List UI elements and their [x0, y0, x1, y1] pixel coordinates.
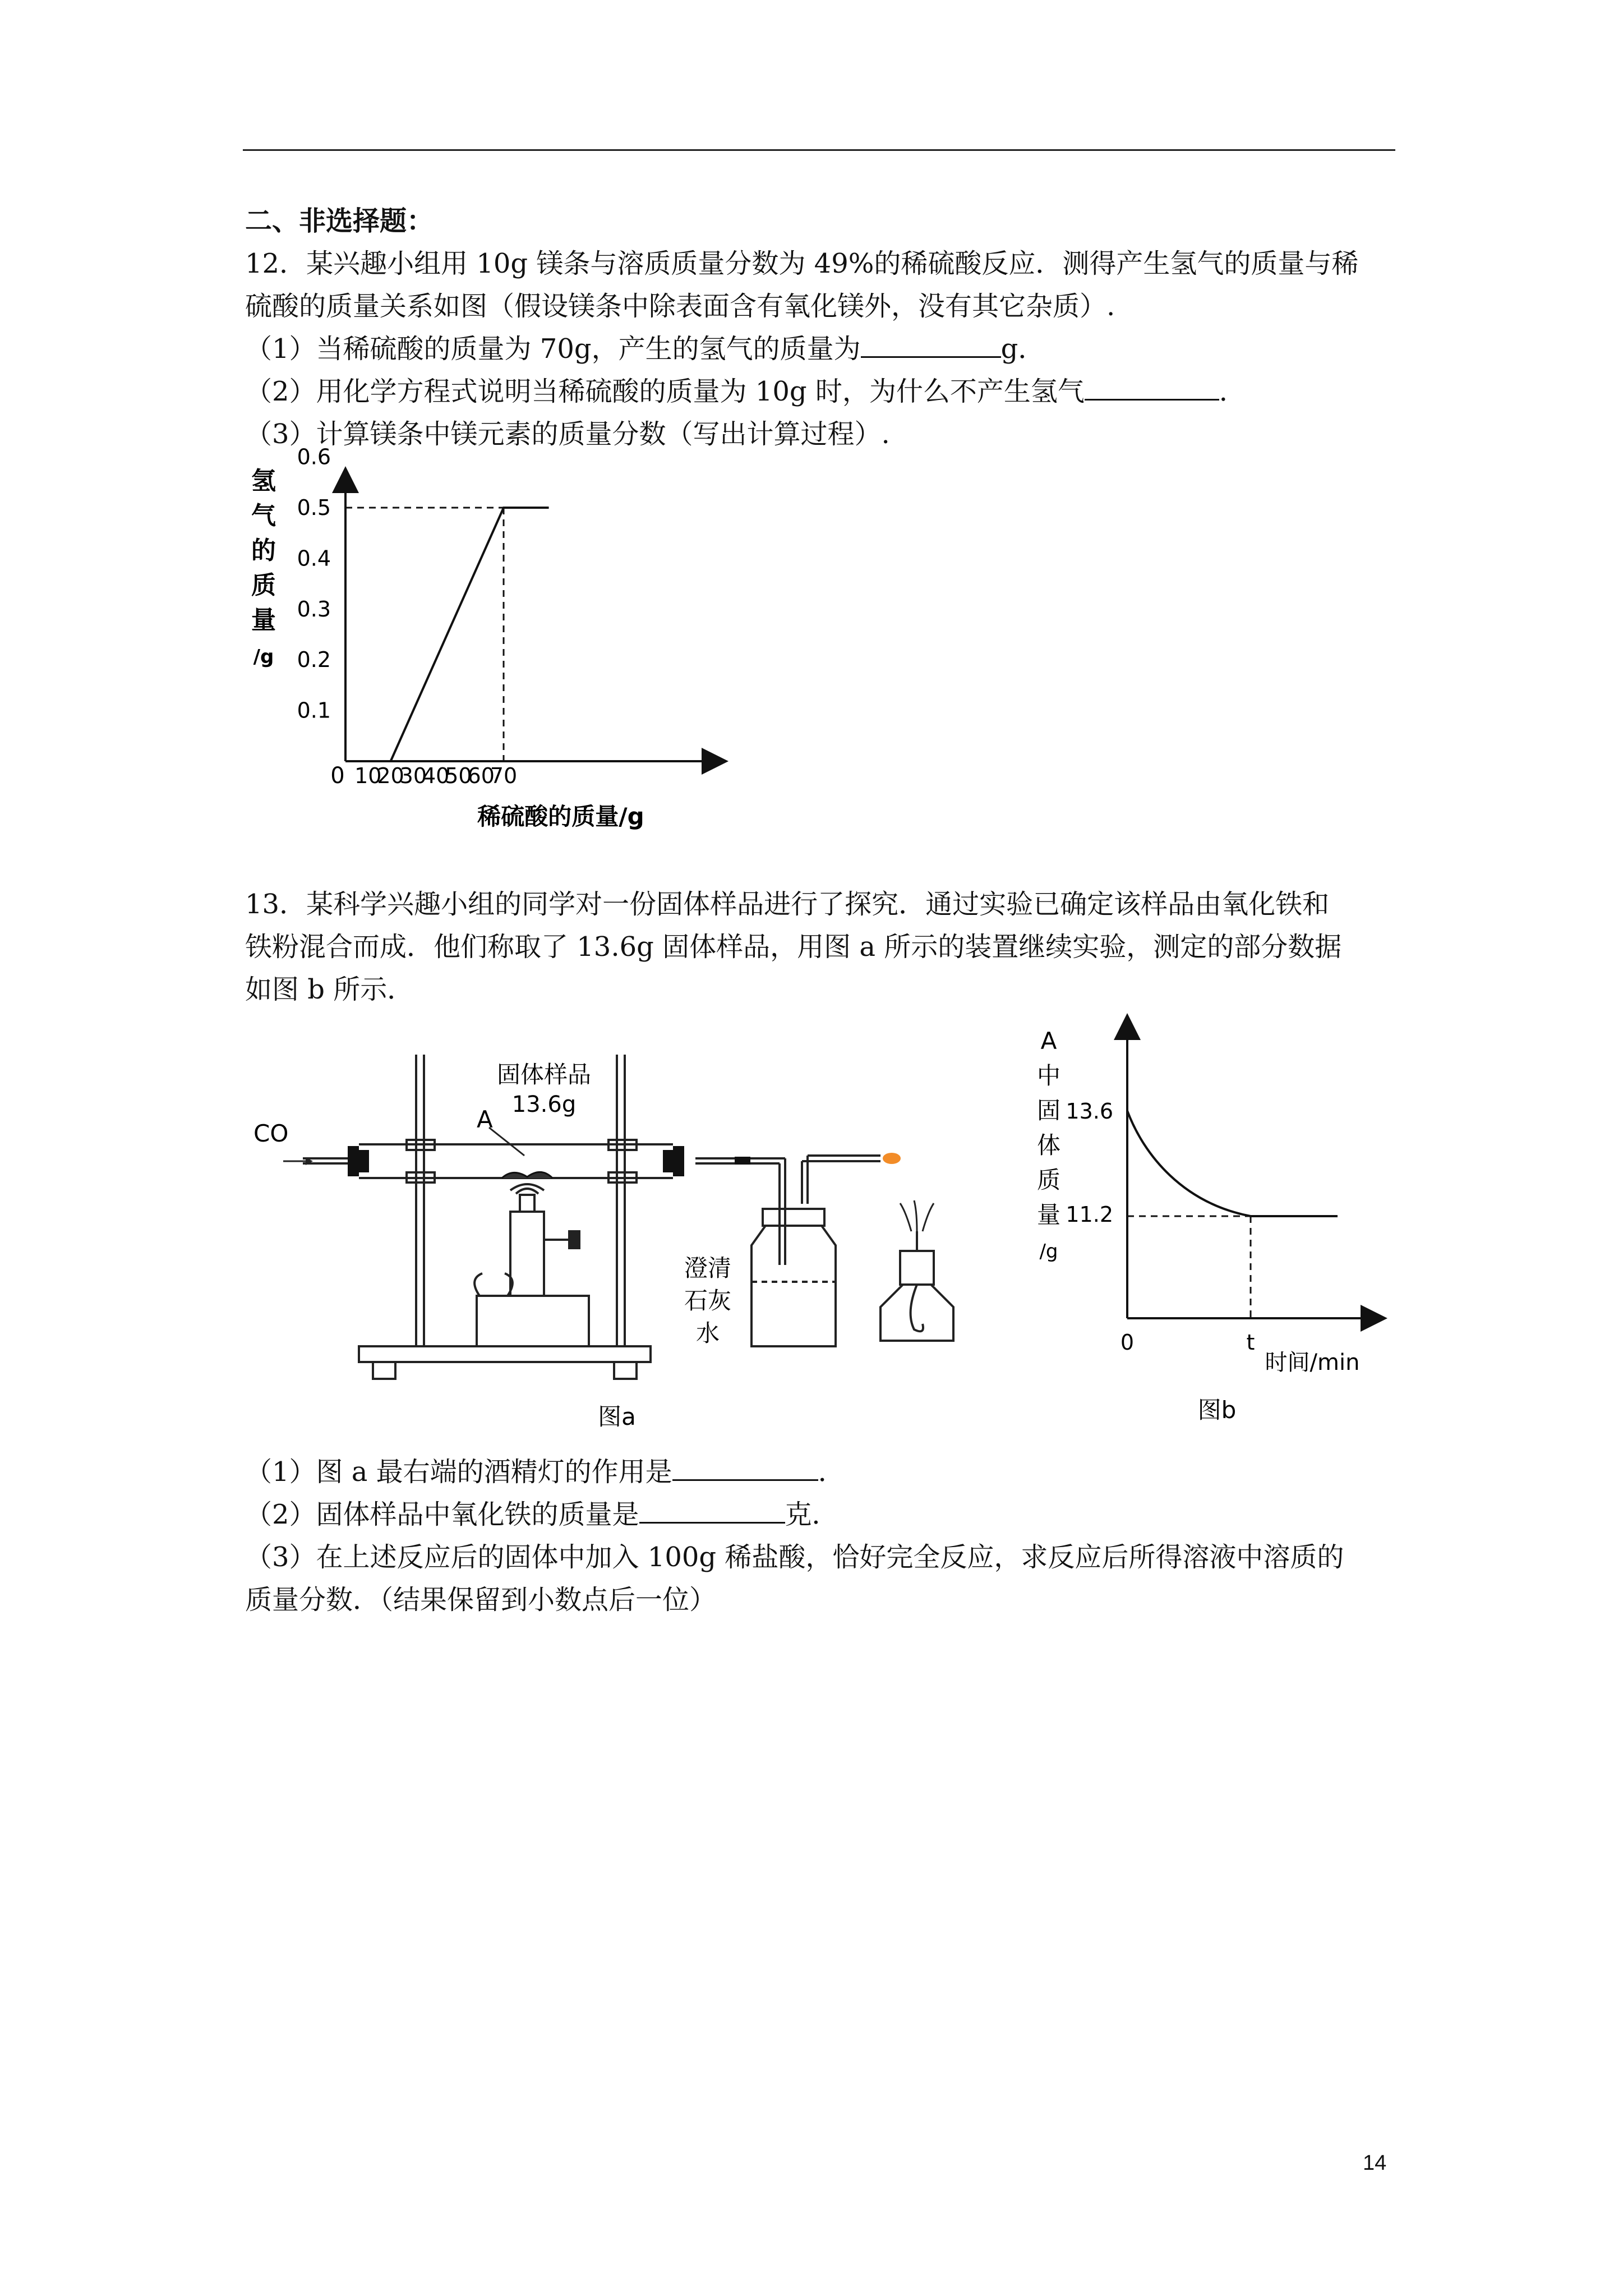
tube-label-pointer — [489, 1128, 524, 1156]
limewater-label-line: 澄清 — [684, 1254, 732, 1282]
q13-sub3-line2: 质量分数．（结果保留到小数点后一位） — [245, 1584, 717, 1616]
sample-label-line1: 固体样品 — [496, 1061, 592, 1088]
y-label-char: 气 — [251, 501, 276, 530]
y-tick-label: 0.1 — [297, 698, 331, 723]
y-tick-label: 0.5 — [297, 495, 331, 520]
x-axis-label: 时间/min — [1265, 1350, 1360, 1375]
y-tick-label: 0.6 — [297, 444, 331, 470]
alcohol-lamp — [880, 1285, 953, 1341]
stand-base — [359, 1346, 651, 1362]
q13-sub2 — [245, 1493, 839, 1536]
limewater-label-line: 水 — [695, 1319, 720, 1347]
burner-flame — [510, 1184, 544, 1194]
y-label-char: /g — [1039, 1240, 1058, 1263]
guide-lines — [345, 508, 504, 761]
hydrogen-series-line — [391, 508, 549, 761]
hydrogen-chart — [241, 444, 746, 836]
y-label-char: 质 — [251, 571, 276, 600]
y-label-char: /g — [253, 646, 274, 668]
sample-pile — [502, 1172, 552, 1178]
y-label-char: 中 — [1036, 1062, 1061, 1089]
mass-time-chart — [1026, 1015, 1391, 1447]
y-label-char: 的 — [251, 536, 276, 565]
limewater-label-line: 石灰 — [684, 1287, 732, 1314]
stopper-right — [673, 1146, 684, 1176]
x-ticks — [354, 763, 517, 788]
q12-sub2-text: （2）用化学方程式说明当稀硫酸的质量为 10g 时，为什么不产生氢气 — [245, 376, 1085, 407]
header-rule — [243, 149, 1395, 151]
x-tick-label: 20 — [377, 763, 404, 788]
q13-sub2-unit: 克． — [785, 1499, 839, 1530]
y-tick-13.6: 13.6 — [1066, 1099, 1113, 1124]
x-tick-label: 10 — [354, 763, 382, 788]
x-tick-label: 70 — [490, 763, 518, 788]
limewater-bottle — [751, 1226, 836, 1346]
q12-sub2 — [245, 370, 1246, 413]
q13-sub2-text: （2）固体样品中氧化铁的质量是 — [245, 1499, 639, 1530]
y-label-char: 固 — [1036, 1097, 1061, 1124]
y-axis-label — [1037, 1027, 1061, 1263]
q12-stem-line1: 12．某兴趣小组用 10g 镁条与溶质质量分数为 49%的稀硫酸反应．测得产生氢气的质量与稀 — [245, 248, 1359, 279]
x-tick-label: 50 — [445, 763, 472, 788]
q13-sub2-blank[interactable] — [639, 1494, 785, 1524]
y-axis-label — [251, 467, 276, 668]
q13-stem-line3: 如图 b 所示． — [245, 974, 414, 1005]
y-tick-label: 0.4 — [297, 546, 331, 571]
burner-base — [477, 1296, 589, 1346]
limewater-label — [684, 1254, 731, 1347]
q12-sub1-text: （1）当稀硫酸的质量为 70g，产生的氢气的质量为 — [245, 333, 861, 365]
q13-sub3-line1: （3）在上述反应后的固体中加入 100g 稀盐酸，恰好完全反应，求反应后所得溶液中溶质的 — [245, 1542, 1344, 1573]
y-label-char: 量 — [1036, 1201, 1061, 1228]
section-title: 二、非选择题： — [245, 205, 434, 237]
q12-sub1-blank[interactable] — [861, 328, 1001, 358]
x-axis-label: 稀硫酸的质量/g — [477, 803, 644, 830]
q13-sub1 — [245, 1451, 845, 1493]
q13-sub1-end: ． — [818, 1456, 845, 1488]
q13-stem-line1: 13．某科学兴趣小组的同学对一份固体样品进行了探究．通过实验已确定该样品由氧化铁和 — [245, 889, 1330, 920]
y-ticks — [297, 445, 331, 723]
page-number: 14 — [1363, 2151, 1387, 2175]
y-label-char: 体 — [1036, 1131, 1061, 1159]
y-label-char: A — [1040, 1027, 1057, 1055]
q13-sub1-blank[interactable] — [672, 1451, 818, 1481]
y-label-char: 量 — [251, 606, 276, 634]
q12-sub2-blank[interactable] — [1085, 371, 1219, 401]
q13-sub1-text: （1）图 a 最右端的酒精灯的作用是 — [245, 1456, 672, 1488]
x-tick-label: 60 — [467, 763, 495, 788]
y-tick-label: 0.3 — [297, 596, 331, 622]
y-label-char: 氢 — [251, 467, 276, 495]
sample-label-line2: 13.6g — [511, 1092, 577, 1117]
q12-sub2-end: ． — [1219, 376, 1246, 407]
apparatus-figure — [247, 1043, 1043, 1447]
stand-foot-left — [373, 1362, 395, 1379]
figure-b-caption: 图b — [1197, 1396, 1237, 1424]
stand-foot-right — [614, 1362, 637, 1379]
q13-stem-line2: 铁粉混合而成．他们称取了 13.6g 固体样品，用图 a 所示的装置继续实验，测定的部分数据 — [245, 931, 1342, 963]
lamp-flame — [900, 1200, 934, 1231]
y-tick-label: 0.2 — [297, 647, 331, 673]
x-tick-label: 30 — [399, 763, 427, 788]
figure-a-caption: 图a — [598, 1403, 636, 1430]
exhaust-flame — [883, 1153, 901, 1164]
mass-decay-curve — [1127, 1111, 1338, 1216]
q12-sub3: （3）计算镁条中镁元素的质量分数（写出计算过程）. — [245, 418, 890, 450]
co-label: CO — [253, 1120, 289, 1147]
q12-sub1-unit: g． — [1000, 333, 1045, 365]
q12-sub1 — [245, 328, 1045, 370]
x-tick-t: t — [1246, 1330, 1255, 1355]
tube-label: A — [477, 1106, 493, 1133]
bottle-stopper — [763, 1209, 824, 1226]
y-tick-11.2: 11.2 — [1066, 1202, 1113, 1227]
y-label-char: 质 — [1036, 1166, 1061, 1194]
x-tick-label: 40 — [422, 763, 450, 788]
origin-label: 0 — [1120, 1330, 1135, 1355]
q12-stem-line2: 硫酸的质量关系如图（假设镁条中除表面含有氧化镁外，没有其它杂质）. — [245, 291, 1115, 322]
origin-label: 0 — [330, 763, 345, 789]
stopper-left — [348, 1146, 359, 1176]
